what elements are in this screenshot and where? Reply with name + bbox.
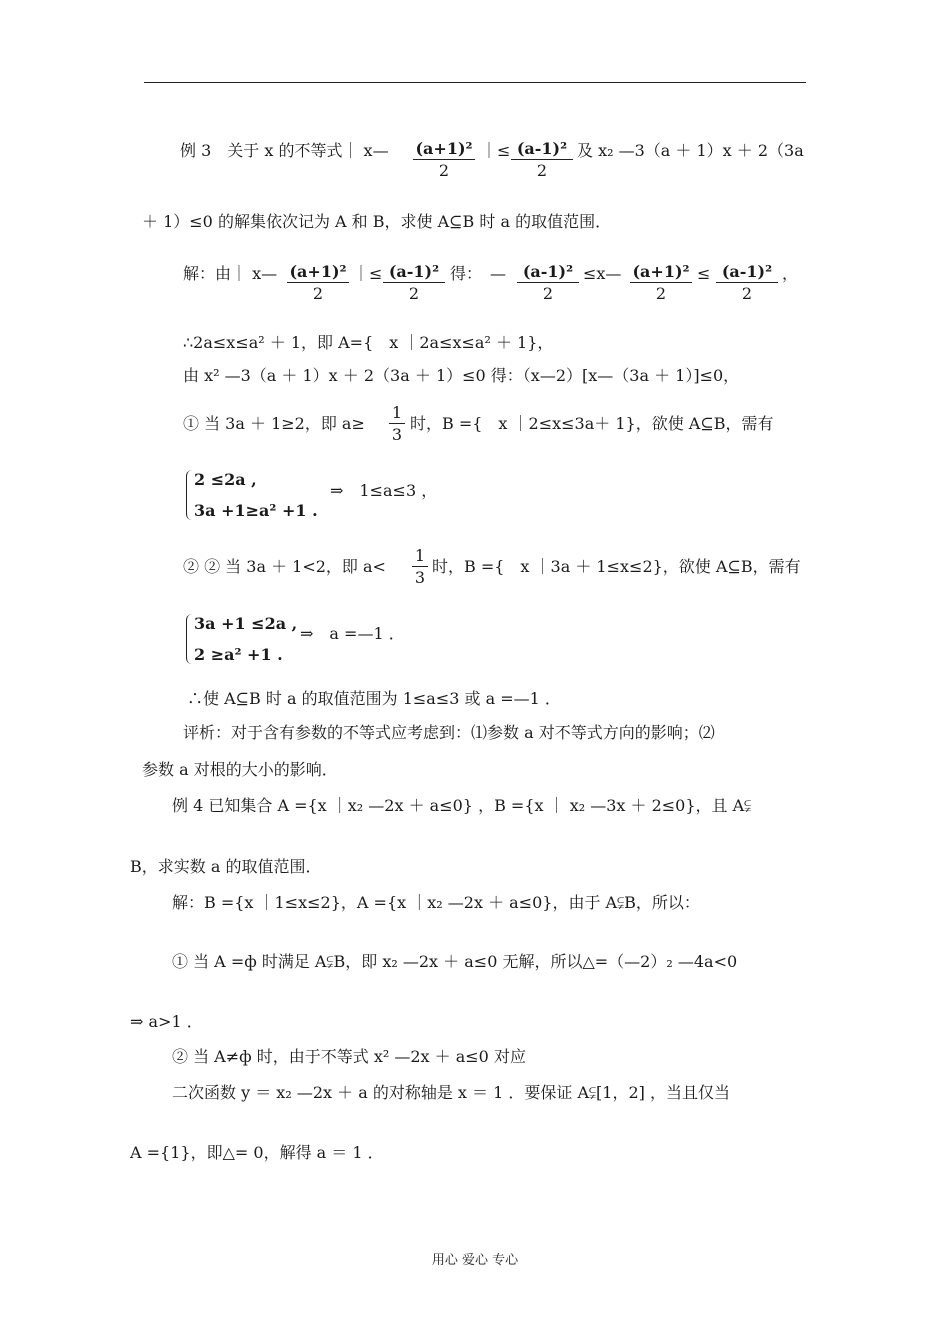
fraction-one-third — [412, 546, 428, 589]
commentary-line2: 参数 a 对根的大小的影响． — [142, 760, 338, 779]
fraction-denominator: 2 — [408, 284, 420, 303]
fraction-numerator: (a-1)² — [716, 262, 778, 283]
sol4-line1: 解：B ={x ｜1≤x≤2}，A ={x ｜x₂ —2x ＋ a≤0}，由于 A⫋B，所以： — [172, 893, 700, 912]
fraction — [287, 262, 349, 305]
fraction-numerator: (a+1)² — [630, 262, 692, 283]
sol3-line3: 由 x² —3（a ＋ 1）x ＋ 2（3a ＋ 1）≤0 得：（x—2）[x—（3a ＋ 1）]≤0， — [183, 366, 740, 385]
fraction-numerator: (a+1)² — [287, 262, 349, 283]
fraction-numerator: 1 — [389, 403, 405, 424]
sol4-case1: ① 当 A =ф 时满足 A⫋B，即 x₂ —2x ＋ a≤0 无解，所以△=（—2）₂ —4a<0 — [172, 952, 738, 971]
sol3-line1-f: ， — [782, 264, 799, 283]
fraction-denominator: 3 — [391, 425, 403, 444]
system1-row2: 3a +1≥a² +1 . — [194, 501, 318, 520]
header-rule — [144, 82, 806, 83]
sol4-case1-result: ⇒ a>1 ． — [130, 1012, 203, 1031]
sol3-line1-a: 解：由｜ x— — [183, 264, 278, 283]
sol3-conclusion: ∴使 A⊆B 时 a 的取值范围为 1≤a≤3 或 a =—1 ． — [187, 689, 561, 708]
case2-line-a: ② ② 当 3a ＋ 1<2，即 a< — [183, 557, 386, 576]
fraction-numerator: (a+1)² — [413, 139, 475, 160]
fraction — [383, 262, 445, 305]
commentary-line1: 评析：对于含有参数的不等式应考虑到：⑴参数 a 对不等式方向的影响；⑵ — [183, 723, 715, 742]
fraction-denominator: 2 — [542, 284, 554, 303]
ex4-line2: B，求实数 a 的取值范围． — [130, 857, 322, 876]
fraction-denominator: 2 — [312, 284, 324, 303]
fraction-numerator: (a-1)² — [517, 262, 579, 283]
fraction-one-third — [389, 403, 405, 446]
fraction — [630, 262, 692, 305]
ex3-line2: ＋ 1）≤0 的解集依次记为 A 和 B，求使 A⊆B 时 a 的取值范围． — [142, 212, 612, 231]
sol3-line1-b: ｜≤ — [353, 264, 383, 283]
fraction-denominator: 2 — [741, 284, 753, 303]
fraction — [517, 262, 579, 305]
fraction-denominator: 2 — [438, 161, 450, 180]
fraction — [716, 262, 778, 305]
sol4-case2: ② 当 A≠ф 时，由于不等式 x² —2x ＋ a≤0 对应 — [172, 1047, 526, 1066]
sol3-line2: ∴2a≤x≤a² ＋ 1，即 A={ x ｜2a≤x≤a² ＋ 1}， — [183, 333, 554, 352]
fraction — [413, 139, 475, 182]
ex3-line1-b: ｜≤ — [481, 141, 511, 160]
fraction-numerator: (a-1)² — [383, 262, 445, 283]
page-footer: 用心 爱心 专心 — [431, 1253, 519, 1268]
sol4-final: A ={1}，即△= 0，解得 a ＝ 1 ． — [130, 1143, 384, 1162]
fraction-numerator: (a-1)² — [511, 139, 573, 160]
system2-row1: 3a +1 ≤2a , — [194, 614, 298, 633]
sol3-line1-e: ≤ — [697, 264, 711, 283]
ex4-line1: 例 4 已知集合 A ={x ｜x₂ —2x ＋ a≤0} ，B ={x ｜ x₂ —3x ＋ 2≤0}，且 A⫋ — [172, 796, 752, 815]
fraction-denominator: 2 — [536, 161, 548, 180]
system2-row2: 2 ≥a² +1 . — [194, 645, 283, 664]
system1-result: ⇒ 1≤a≤3 ， — [330, 481, 438, 500]
fraction-denominator: 2 — [655, 284, 667, 303]
system2-result: ⇒ a =—1 ． — [300, 624, 405, 643]
ex3-line1-c: 及 x₂ —3（a ＋ 1）x ＋ 2（3a — [577, 141, 804, 160]
fraction-denominator: 3 — [414, 568, 426, 587]
system1-row1: 2 ≤2a , — [194, 470, 257, 489]
case1-line-a: ① 当 3a ＋ 1≥2，即 a≥ — [183, 414, 365, 433]
ex3-line1-a: 例 3 关于 x 的不等式｜ x— — [180, 141, 389, 160]
sol3-line1-c: 得： — — [450, 264, 507, 283]
sol3-line1-d: ≤x— — [583, 264, 622, 283]
case1-line-b: 时，B ={ x ｜2≤x≤3a＋ 1}，欲使 A⊆B，需有 — [410, 414, 774, 433]
sol4-line-axis: 二次函数 y ＝ x₂ —2x ＋ a 的对称轴是 x ＝ 1 ．要保证 A⫋[1，2] ，当且仅当 — [172, 1083, 730, 1102]
fraction-numerator: 1 — [412, 546, 428, 567]
fraction — [511, 139, 573, 182]
case2-line-b: 时，B ={ x ｜3a ＋ 1≤x≤2}，欲使 A⊆B，需有 — [432, 557, 801, 576]
